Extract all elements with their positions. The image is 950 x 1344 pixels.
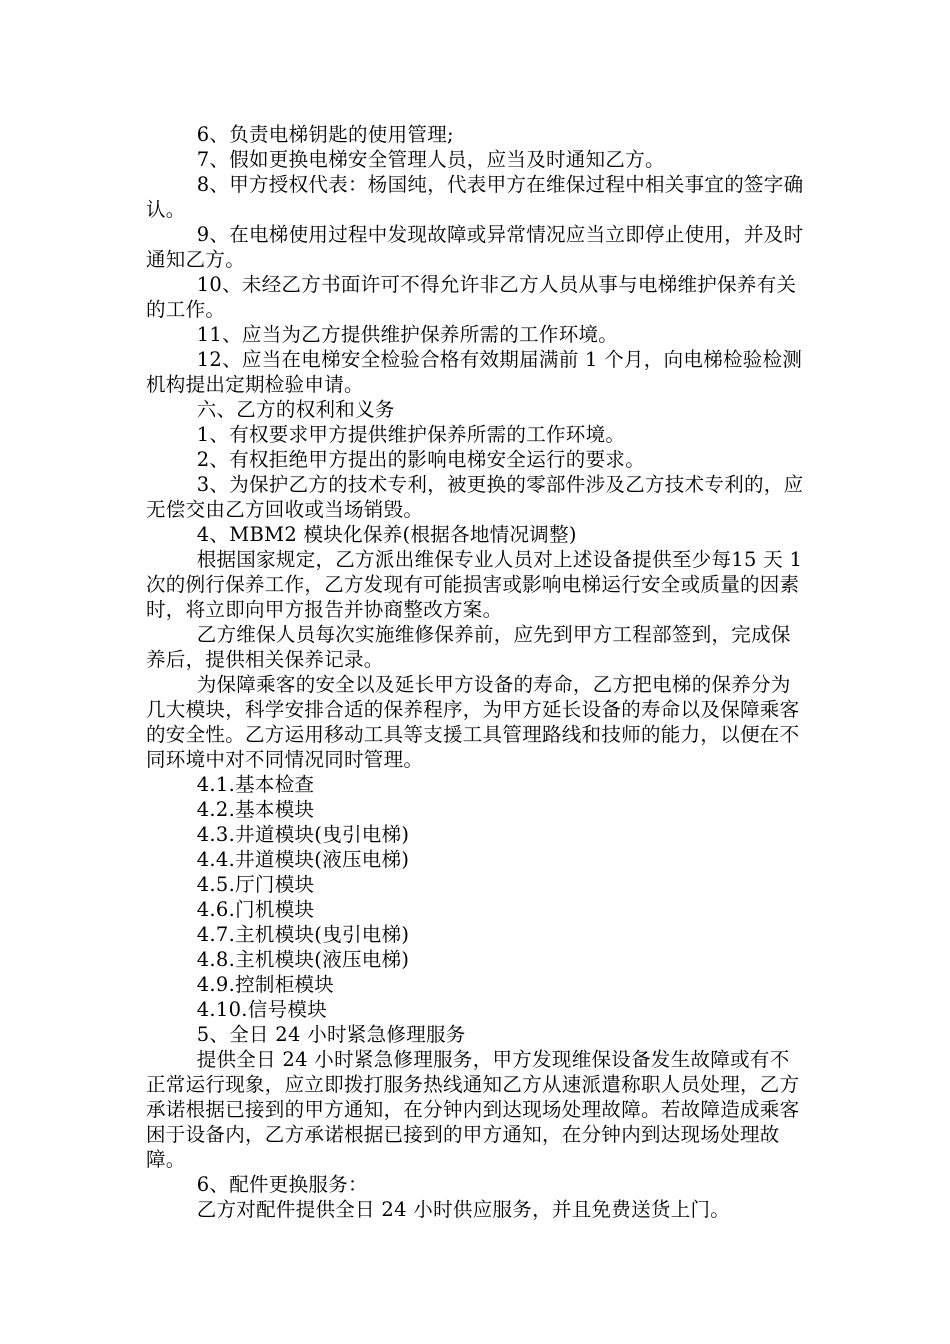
module-item: 4.7.主机模块(曳引电梯) (196, 923, 410, 946)
section-heading: 六、乙方的权利和义务 (196, 398, 395, 421)
subsection-heading: 5、全日 24 小时紧急修理服务 (196, 1023, 466, 1046)
module-item: 4.3.井道模块(曳引电梯) (196, 823, 410, 846)
subsection-heading: 4、MBM2 模块化保养(根据各地情况调整) (196, 523, 577, 546)
module-item: 4.2.基本模块 (196, 798, 315, 821)
module-item: 4.6.门机模块 (196, 898, 315, 921)
paragraph: 乙方维保人员每次实施维修保养前，应先到甲方工程部签到，完成保养后，提供相关保养记录。 (146, 623, 791, 671)
module-item: 4.1.基本检查 (196, 773, 315, 796)
subsection-heading: 6、配件更换服务： (196, 1173, 368, 1196)
paragraph: 2、有权拒绝甲方提出的影响电梯安全运行的要求。 (196, 448, 645, 471)
module-item: 4.5.厅门模块 (196, 873, 315, 896)
paragraph: 11、应当为乙方提供维护保养所需的工作环境。 (196, 323, 619, 346)
paragraph: 10、未经乙方书面许可不得允许非乙方人员从事与电梯维护保养有关的工作。 (146, 273, 797, 321)
module-item: 4.4.井道模块(液压电梯) (196, 848, 410, 871)
module-item: 4.8.主机模块(液压电梯) (196, 948, 410, 971)
paragraph: 6、负责电梯钥匙的使用管理; (196, 123, 454, 146)
module-item: 4.10.信号模块 (196, 998, 328, 1021)
module-item: 4.9.控制柜模块 (196, 973, 335, 996)
paragraph: 3、为保护乙方的技术专利，被更换的零部件涉及乙方技术专利的，应无偿交由乙方回收或当场销毁。 (146, 473, 804, 521)
paragraph: 根据国家规定，乙方派出维保专业人员对上述设备提供至少每15 天 1 次的例行保养工作，乙方发现有可能损害或影响电梯运行安全或质量的因素时，将立即向甲方报告并协商整改方案。 (146, 548, 803, 621)
paragraph: 提供全日 24 小时紧急修理服务，甲方发现维保设备发生故障或有不正常运行现象，应立即拨打服务热线通知乙方从速派遣称职人员处理，乙方承诺根据已接到的甲方通知，在分钟内到达现场处理故障。若故障造成乘客困于设备内，乙方承诺根据已接到的甲方通知，在分钟内到达现场处理故障。 (146, 1048, 800, 1171)
paragraph: 乙方对配件提供全日 24 小时供应服务，并且免费送货上门。 (196, 1198, 731, 1221)
paragraph: 为保障乘客的安全以及延长甲方设备的寿命，乙方把电梯的保养分为几大模块，科学安排合适的保养程序，为甲方延长设备的寿命以及保障乘客的安全性。乙方运用移动工具等支援工具管理路线和技师的能力，以便在不同环境中对不同情况同时管理。 (146, 673, 800, 771)
paragraph: 8、甲方授权代表：杨国纯，代表甲方在维保过程中相关事宜的签字确认。 (146, 173, 804, 221)
paragraph: 9、在电梯使用过程中发现故障或异常情况应当立即停止使用，并及时通知乙方。 (146, 223, 804, 271)
paragraph: 7、假如更换电梯安全管理人员，应当及时通知乙方。 (196, 148, 665, 171)
paragraph: 12、应当在电梯安全检验合格有效期届满前 1 个月，向电梯检验检测机构提出定期检验申请。 (146, 348, 803, 396)
paragraph: 1、有权要求甲方提供维护保养所需的工作环境。 (196, 423, 626, 446)
document-body (146, 122, 806, 1222)
